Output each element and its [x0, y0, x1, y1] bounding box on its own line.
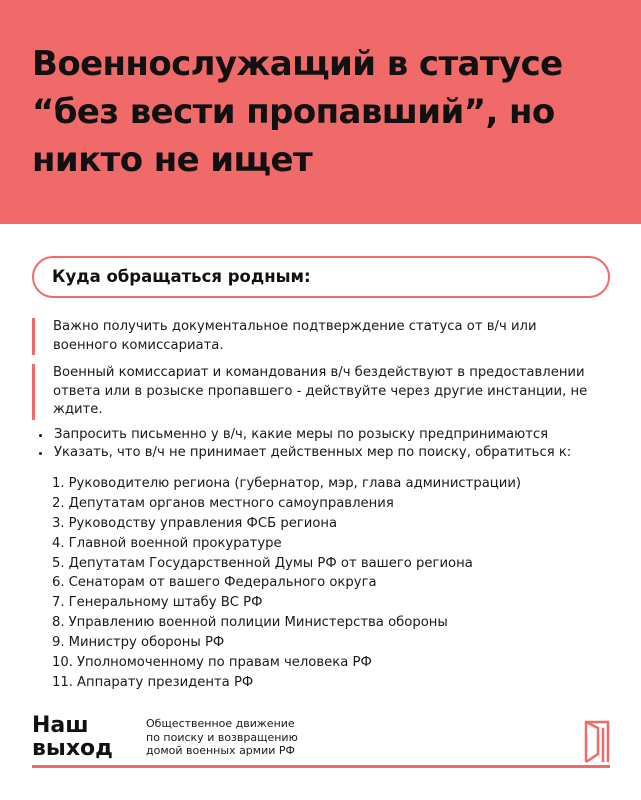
- list-index: 5.: [52, 555, 65, 571]
- bullet-text: Запросить письменно у в/ч, какие меры по розыску предпринимаются: [54, 427, 549, 442]
- list-item: [52, 514, 612, 534]
- title-line: Военнослужащий в статусе: [32, 44, 563, 84]
- list-index: 7.: [52, 595, 65, 611]
- list-index: 10.: [52, 655, 73, 671]
- list-text: Депутатам органов местного самоуправления: [68, 495, 394, 511]
- organization-tagline: [146, 717, 346, 758]
- action-bullets: [36, 426, 616, 462]
- section-heading: Куда обращаться родным:: [52, 267, 311, 286]
- tagline-line: домой военных армии РФ: [146, 744, 295, 757]
- list-index: 9.: [52, 635, 65, 651]
- bullet-text: Указать, что в/ч не принимает действенных мер по поиску, обратиться к:: [54, 445, 572, 460]
- list-item: [52, 494, 612, 514]
- list-item: [52, 554, 612, 574]
- page-title: [32, 40, 622, 184]
- list-text: Министру обороны РФ: [68, 635, 225, 651]
- bullet-dot-icon: [39, 452, 42, 455]
- tagline-line: Общественное движение: [146, 717, 295, 730]
- list-text: Аппарату президента РФ: [76, 674, 254, 690]
- footer-divider: [32, 765, 610, 768]
- list-item: [52, 673, 612, 693]
- list-text: Генеральному штабу ВС РФ: [68, 595, 263, 611]
- list-index: 6.: [52, 575, 65, 591]
- list-index: 1.: [52, 476, 65, 491]
- list-item: [52, 613, 612, 633]
- list-item: [52, 593, 612, 613]
- list-text: Руководителю региона (губернатор, мэр, глава администрации): [68, 476, 522, 491]
- header-banner: [0, 0, 641, 224]
- list-item: [52, 653, 612, 673]
- logo-line: Наш: [32, 713, 89, 738]
- list-text: Депутатам Государственной Думы РФ от вашего региона: [68, 555, 473, 571]
- tagline-line: по поиску и возвращению: [146, 730, 298, 744]
- list-text: Управлению военной полиции Министерства обороны: [68, 615, 448, 631]
- bullet-dot-icon: [39, 434, 42, 437]
- bullet-item: [36, 444, 616, 462]
- authorities-list: [52, 474, 612, 693]
- list-index: 4.: [52, 535, 65, 551]
- list-index: 3.: [52, 515, 65, 531]
- section-heading-pill: [32, 256, 610, 298]
- list-index: 11.: [52, 674, 73, 690]
- list-item: [52, 573, 612, 593]
- list-text: Руководству управления ФСБ региона: [68, 515, 338, 531]
- list-item: [52, 534, 612, 554]
- note-act-elsewhere: Военный комиссариат и командования в/ч бездействуют в предоставлении ответа или в розыске пропавшего - действуйте через другие инстанции, не ждите.: [32, 364, 592, 420]
- list-text: Главной военной прокуратуре: [68, 535, 282, 551]
- list-index: 8.: [52, 615, 65, 631]
- title-line: никто не ищет: [32, 140, 313, 180]
- bullet-item: [36, 426, 616, 444]
- note-status-confirmation: Важно получить документальное подтверждение статуса от в/ч или военного комиссариата.: [32, 318, 592, 355]
- list-index: 2.: [52, 495, 65, 511]
- organization-logo: [32, 714, 113, 760]
- list-item: [52, 474, 612, 494]
- list-text: Сенаторам от вашего Федерального округа: [68, 575, 377, 591]
- title-line: “без вести пропавший”, но: [32, 92, 555, 132]
- list-item: [52, 633, 612, 653]
- list-text: Уполномоченному по правам человека РФ: [76, 655, 372, 671]
- door-mark-icon: [584, 720, 610, 764]
- logo-line: выход: [32, 736, 113, 761]
